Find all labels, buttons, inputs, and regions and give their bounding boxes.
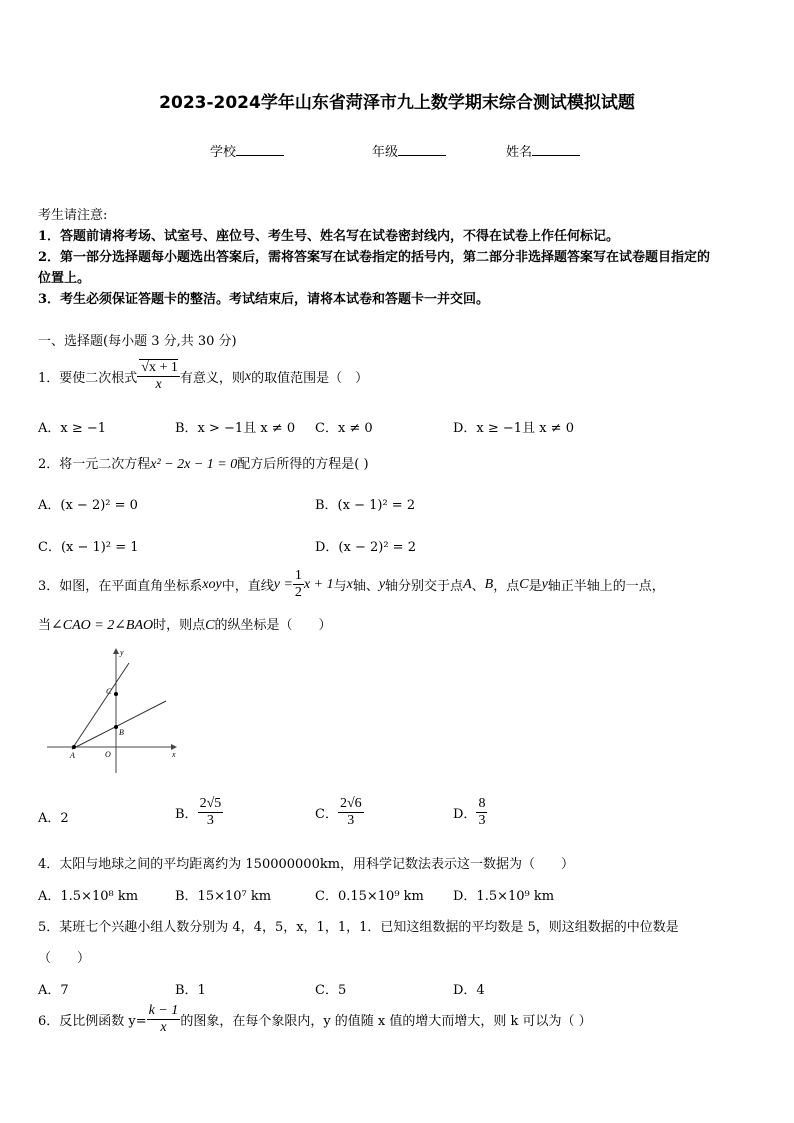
q3-xoy: xoy [202,576,222,592]
q3-text-2c: 的纵坐标是（ ） [214,618,332,633]
q3-option-c-prefix: C． [315,807,338,822]
q3-text-g: ，点 [493,579,520,594]
q6-denominator: x [160,1020,167,1035]
q1-option-d: D．x ≥ −1且 x ≠ 0 [453,421,574,436]
q3-text-h: 是 [528,579,542,594]
name-blank [532,143,580,156]
grade-label: 年级 [372,145,399,160]
q3-frac-den: 2 [294,585,302,600]
q1-post: 有意义，则 [179,371,245,386]
q3-text-2b: 时，则点 [153,618,206,633]
q1-fraction [137,360,180,393]
question-5-paren: （ ） [38,951,91,966]
question-6 [38,1003,592,1036]
q4-option-c: C．0.15×10⁹ km [315,889,424,904]
question-1 [38,360,368,393]
q3-option-d-prefix: D． [453,807,477,822]
question-4: 4．太阳与地球之间的平均距离约为 150000000km，用科学记数法表示这一数据为（ ） [38,857,575,872]
grade-blank [398,143,446,156]
q3-option-d-num: 8 [478,796,486,811]
q2-pre: 2．将一元二次方程 [38,457,151,472]
notice-item-3: 3．考生必须保证答题卡的整洁。考试结束后，请将本试卷和答题卡一并交回。 [38,292,490,307]
q2-option-a: A．(x − 2)² = 0 [38,498,138,513]
q1-post2: 的取值范围是（ ） [251,371,369,386]
q3-point-b: B [484,576,494,592]
q3-option-b-frac [198,796,224,829]
q2-option-d: D．(x − 2)² = 2 [315,540,416,555]
q3-line-eq: x + 1 [303,576,334,592]
q6-pre: 6．反比例函数 y= [38,1014,147,1029]
fig-label-b: B [119,728,124,737]
q3-point-a: A [463,576,472,592]
q3-text-a: 3．如图，在平面直角坐标系 [38,579,203,594]
q1-option-b: B．x > −1且 x ≠ 0 [175,421,296,436]
point-b-dot [114,725,118,729]
q3-text-2a: 当 [38,618,52,633]
q3-text-d: 与 [333,579,347,594]
q2-option-b: B．(x − 1)² = 2 [315,498,416,513]
section-heading: 一、选择题(每小题 3 分,共 30 分) [38,334,237,349]
notice-item-2-cont: 位置上。 [38,271,91,286]
q5-option-a: A．7 [38,983,69,998]
question-5: 5．某班七个兴趣小组人数分别为 4，4，5，x，1，1，1．已知这组数据的平均数是 5，则这组数据的中位数是 [38,920,679,935]
question-3-line-2 [38,614,332,634]
q1-option-c: C．x ≠ 0 [315,421,373,436]
q3-text-f: 轴分别交于点 [385,579,464,594]
q1-denominator: x [155,377,162,392]
q5-option-b: B．1 [175,983,206,998]
q5-option-d: D．4 [453,983,485,998]
school-label: 学校 [210,145,237,160]
q2-option-c: C．(x − 1)² = 1 [38,540,139,555]
q5-option-c: C．5 [315,983,347,998]
q1-numerator: √x + 1 [141,360,178,375]
q3-option-a: A．2 [38,811,69,826]
q3-option-c-num: 2√6 [339,796,362,811]
notice-item-1: 1．答题前请将考场、试室号、座位号、考生号、姓名写在试卷密封线内，不得在试卷上作任何标记。 [38,229,620,244]
q6-numerator: k − 1 [148,1003,179,1018]
q3-condition: ∠CAO = 2∠BAO [51,618,154,633]
name-label: 姓名 [506,145,533,160]
q3-yvar: y [378,576,386,592]
question-3-line-1 [38,568,665,601]
q3-sep: 、 [471,579,485,594]
name-field [506,141,580,160]
notice-heading: 考生请注意: [38,208,108,223]
q3-yvar2: y [541,576,548,592]
q4-option-b: B．15×10⁷ km [175,889,272,904]
question-2 [38,453,369,473]
q3-text-e: 轴、 [352,579,379,594]
q1-var: x [244,368,252,384]
q3-text-b: 中，直线 [221,579,274,594]
q6-post: 的图象，在每个象限内，y 的值随 x 值的增大而增大，则 k 可以为（ ） [180,1014,592,1029]
q3-option-b [175,796,223,829]
q4-option-a: A．1.5×10⁸ km [38,889,139,904]
grade-field [372,141,446,160]
q2-post: 配方后所得的方程是( ) [237,457,369,472]
q3-frac-num: 1 [294,568,302,583]
line-ab [72,701,166,749]
fig-label-o: O [105,750,111,759]
q3-point-c2: C [205,618,215,633]
point-c-dot [114,692,118,696]
q3-option-c-frac [338,796,364,829]
q3-option-c [315,796,364,829]
q3-option-d-den: 3 [478,813,486,828]
q1-pre: 1．要使二次根式 [38,371,138,386]
q3-option-b-den: 3 [206,813,214,828]
q6-fraction [147,1003,181,1036]
point-a-dot [72,745,76,749]
q3-fraction [293,568,304,601]
q3-xvar: x [346,576,353,592]
school-blank [236,143,284,156]
q3-option-b-num: 2√5 [199,796,222,811]
q3-y-eq: y = [273,576,293,592]
q3-option-d [453,796,487,829]
q3-option-c-den: 3 [347,813,355,828]
fig-label-a: A [70,751,75,760]
fig-label-x: x [172,750,176,759]
q3-option-d-frac [476,796,487,829]
q3-text-i: 轴正半轴上的一点， [547,579,665,594]
q4-option-d: D．1.5×10⁹ km [453,889,555,904]
q3-option-b-prefix: B． [175,807,198,822]
school-field [210,141,284,160]
q3-figure [44,643,189,783]
q2-equation: x² − 2x − 1 = 0 [150,457,238,472]
q3-point-c: C [519,576,529,592]
fig-label-c: C [106,687,112,696]
page-title: 2023-2024学年山东省菏泽市九上数学期末综合测试模拟试题 [159,93,635,113]
fig-label-y: y [120,648,124,657]
q1-option-a: A．x ≥ −1 [38,421,107,436]
notice-item-2: 2．第一部分选择题每小题选出答案后，需将答案写在试卷指定的括号内，第二部分非选择题答案写在试卷题目指定的 [38,250,711,265]
